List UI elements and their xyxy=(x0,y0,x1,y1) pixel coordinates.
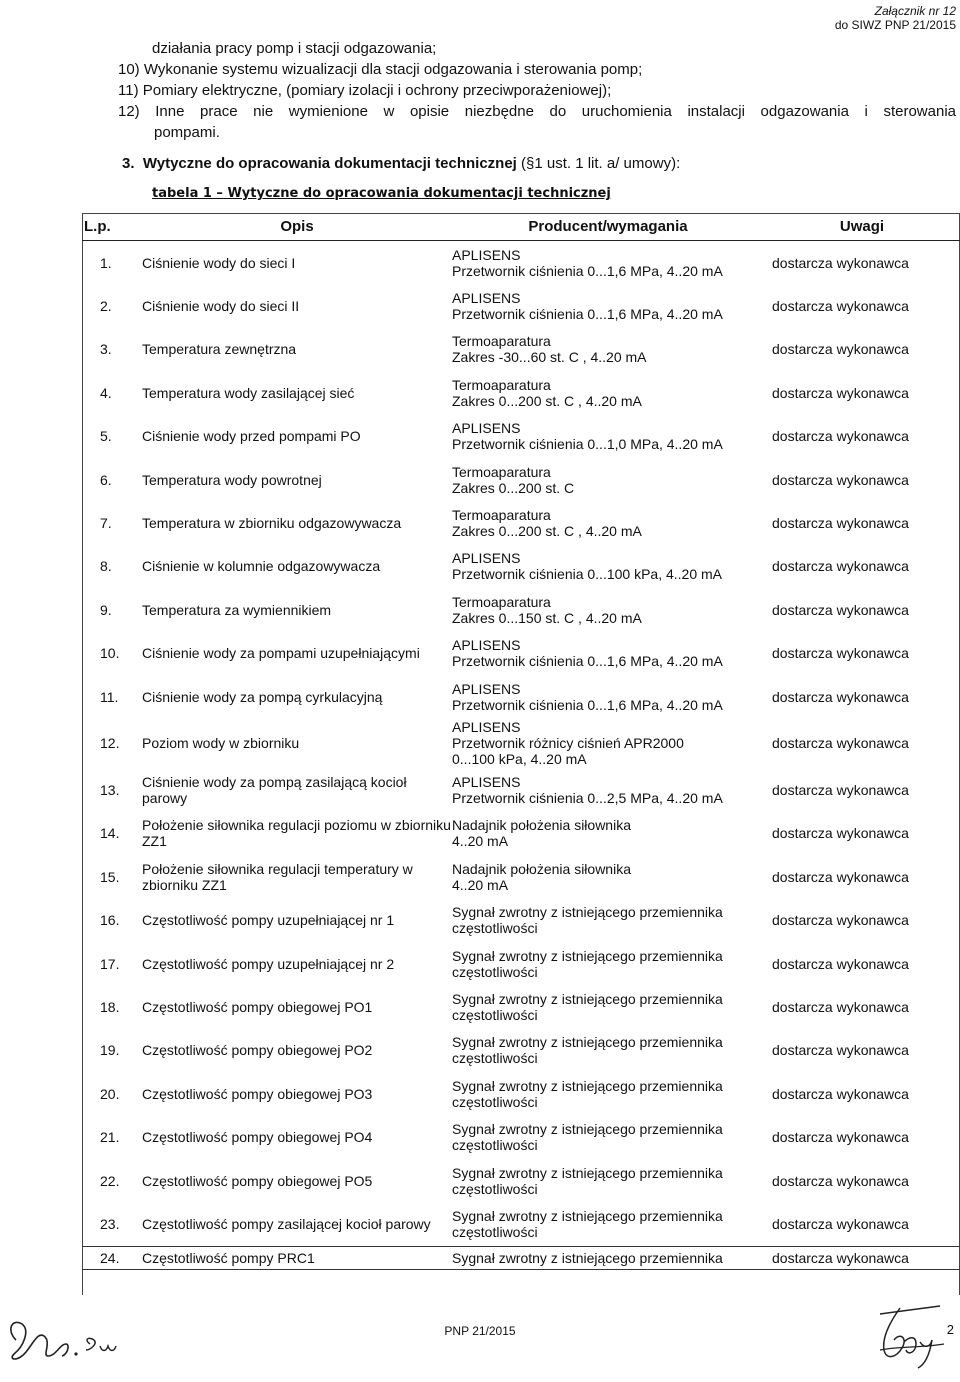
table-row xyxy=(82,588,960,631)
producent-line: częstotliwości xyxy=(452,1050,538,1067)
cell-uwagi: dostarcza wykonawca xyxy=(772,955,909,972)
spec-table xyxy=(82,213,960,1270)
cell-opis: Częstotliwość pompy obiegowej PO5 xyxy=(142,1172,373,1189)
cell-opis: Częstotliwość pompy obiegowej PO3 xyxy=(142,1085,373,1102)
producent-line: Przetwornik ciśnienia 0...100 kPa, 4..20 mA xyxy=(452,566,723,583)
cell-uwagi: dostarcza wykonawca xyxy=(772,1215,909,1232)
header-opis: Opis xyxy=(142,214,452,241)
cell-uwagi: dostarcza wykonawca xyxy=(772,781,909,798)
producent-line: APLISENS xyxy=(452,420,521,437)
cell-producent xyxy=(452,1072,764,1115)
cell-producent xyxy=(452,1246,764,1269)
cell-lp: 17. xyxy=(100,955,120,972)
cell-producent xyxy=(452,1202,764,1246)
section-number: 3. xyxy=(122,155,135,172)
cell-producent xyxy=(452,588,764,631)
producent-line: Sygnał zwrotny z istniejącego przemiennika xyxy=(452,1207,723,1224)
cell-uwagi: dostarcza wykonawca xyxy=(772,998,909,1015)
cell-opis: Częstotliwość pompy obiegowej PO1 xyxy=(142,998,373,1015)
cell-opis: Ciśnienie wody do sieci I xyxy=(142,254,296,271)
cell-producent xyxy=(452,942,764,985)
cell-lp: 7. xyxy=(100,515,112,532)
producent-line: 0...100 kPa, 4..20 mA xyxy=(452,751,587,768)
cell-lp: 22. xyxy=(100,1172,120,1189)
cell-lp: 18. xyxy=(100,998,120,1015)
cell-opis: Ciśnienie wody do sieci II xyxy=(142,298,300,315)
cell-lp: 9. xyxy=(100,601,112,618)
cell-uwagi: dostarcza wykonawca xyxy=(772,868,909,885)
producent-line: Sygnał zwrotny z istniejącego przemiennika xyxy=(452,1077,723,1094)
table-row xyxy=(82,1159,960,1202)
producent-line: częstotliwości xyxy=(452,1137,538,1154)
producent-line: częstotliwości xyxy=(452,1223,538,1240)
cell-producent xyxy=(452,458,764,501)
cell-lp: 23. xyxy=(100,1215,120,1232)
cell-uwagi: dostarcza wykonawca xyxy=(772,515,909,532)
cell-opis: Położenie siłownika regulacji poziomu w zbiorniku ZZ1 xyxy=(142,817,451,850)
cell-lp: 4. xyxy=(100,384,112,401)
cell-opis: Temperatura zewnętrzna xyxy=(142,341,297,358)
cell-uwagi: dostarcza wykonawca xyxy=(772,735,909,752)
cell-opis: Częstotliwość pompy uzupełniającej nr 1 xyxy=(142,912,395,929)
cell-producent xyxy=(452,328,764,371)
attachment-number: Załącznik nr 12 xyxy=(874,4,956,18)
cell-opis: Ciśnienie w kolumnie odgazowywacza xyxy=(142,558,381,575)
cell-producent xyxy=(452,1029,764,1072)
producent-line: Sygnał zwrotny z istniejącego przemiennika xyxy=(452,1034,723,1051)
cell-producent xyxy=(452,768,764,811)
table-row xyxy=(82,241,960,285)
cell-lp: 8. xyxy=(100,558,112,575)
intro-line: 11) Pomiary elektryczne, (pomiary izolacji i ochrony przeciwporażeniowej); xyxy=(118,82,612,99)
producent-line: Termoaparatura xyxy=(452,463,551,480)
cell-producent xyxy=(452,284,764,327)
producent-line: Zakres 0...200 st. C xyxy=(452,479,575,496)
handwritten-signature-right xyxy=(860,1302,950,1372)
producent-line: Nadajnik położenia siłownika xyxy=(452,817,631,834)
cell-producent xyxy=(452,1115,764,1158)
cell-uwagi: dostarcza wykonawca xyxy=(764,1246,960,1269)
table-row xyxy=(82,1246,960,1269)
producent-line: Przetwornik ciśnienia 0...1,6 MPa, 4..20 mA xyxy=(452,262,723,279)
cell-lp: 10. xyxy=(100,645,120,662)
cell-lp: 5. xyxy=(100,428,112,445)
attachment-header xyxy=(835,4,956,32)
cell-uwagi: dostarcza wykonawca xyxy=(772,254,909,271)
producent-line: częstotliwości xyxy=(452,963,538,980)
cell-uwagi: dostarcza wykonawca xyxy=(772,1042,909,1059)
handwritten-initials-left xyxy=(4,1310,144,1370)
cell-opis: Częstotliwość pompy obiegowej PO2 xyxy=(142,1042,373,1059)
table-row xyxy=(82,1202,960,1246)
producent-line: Nadajnik położenia siłownika xyxy=(452,860,631,877)
cell-lp: 13. xyxy=(100,781,120,798)
cell-opis: Temperatura wody zasilającej sieć xyxy=(142,384,355,401)
cell-uwagi: dostarcza wykonawca xyxy=(772,298,909,315)
cell-producent xyxy=(452,545,764,588)
cell-opis: Ciśnienie wody za pompą zasilającą kocioł parowy xyxy=(142,773,407,806)
cell-producent xyxy=(452,241,764,285)
producent-line: Termoaparatura xyxy=(452,333,551,350)
producent-line: APLISENS xyxy=(452,719,521,736)
cell-uwagi: dostarcza wykonawca xyxy=(772,1129,909,1146)
cell-opis: Ciśnienie wody za pompami uzupełniającymi xyxy=(142,645,420,662)
producent-line: Przetwornik różnicy ciśnień APR2000 xyxy=(452,735,684,752)
cell-opis: Częstotliwość pompy zasilającej kocioł parowy xyxy=(142,1215,431,1232)
table-row xyxy=(82,328,960,371)
table-row xyxy=(82,632,960,675)
cell-uwagi: dostarcza wykonawca xyxy=(772,428,909,445)
producent-line: Przetwornik ciśnienia 0...1,6 MPa, 4..20 mA xyxy=(452,306,723,323)
producent-line: Zakres 0...200 st. C , 4..20 mA xyxy=(452,392,642,409)
table-header-row xyxy=(82,214,960,241)
cell-lp: 1. xyxy=(100,254,112,271)
cell-producent xyxy=(452,855,764,898)
producent-line: Przetwornik ciśnienia 0...2,5 MPa, 4..20 mA xyxy=(452,789,723,806)
cell-opis: Częstotliwość pompy PRC1 xyxy=(142,1246,452,1269)
cell-producent xyxy=(452,985,764,1028)
producent-line: APLISENS xyxy=(452,290,521,307)
producent-line: częstotliwości xyxy=(452,1180,538,1197)
cell-lp: 24. xyxy=(82,1246,142,1269)
intro-list xyxy=(118,38,956,143)
table-row xyxy=(82,942,960,985)
section-title-rest: (§1 ust. 1 lit. a/ umowy): xyxy=(516,155,681,172)
cell-producent xyxy=(452,1159,764,1202)
page-number: 2 xyxy=(946,1322,954,1337)
footer-reference: PNP 21/2015 xyxy=(444,1324,516,1338)
table-row xyxy=(82,812,960,855)
cell-producent xyxy=(452,675,764,718)
cell-lp: 11. xyxy=(100,688,119,705)
cell-producent xyxy=(452,718,764,768)
intro-line: 10) Wykonanie systemu wizualizacji dla stacji odgazowania i sterowania pomp; xyxy=(118,61,643,78)
producent-line: Zakres -30...60 st. C , 4..20 mA xyxy=(452,349,647,366)
cell-opis: Położenie siłownika regulacji temperatury w zbiorniku ZZ1 xyxy=(142,860,413,893)
cell-uwagi: dostarcza wykonawca xyxy=(772,1172,909,1189)
producent-line: częstotliwości xyxy=(452,1093,538,1110)
producent-line: Przetwornik ciśnienia 0...1,0 MPa, 4..20 mA xyxy=(452,436,723,453)
producent-line: Termoaparatura xyxy=(452,507,551,524)
cell-opis: Ciśnienie wody za pompą cyrkulacyjną xyxy=(142,688,383,705)
cell-lp: 2. xyxy=(100,298,112,315)
cell-lp: 6. xyxy=(100,471,112,488)
cell-lp: 21. xyxy=(100,1129,120,1146)
cell-uwagi: dostarcza wykonawca xyxy=(772,688,909,705)
cell-lp: 14. xyxy=(100,825,120,842)
producent-line: Przetwornik ciśnienia 0...1,6 MPa, 4..20 mA xyxy=(452,696,723,713)
cell-lp: 20. xyxy=(100,1085,120,1102)
cell-lp: 12. xyxy=(100,735,120,752)
table-row xyxy=(82,898,960,941)
producent-line: Sygnał zwrotny z istniejącego przemiennika xyxy=(452,990,723,1007)
cell-opis: Temperatura za wymiennikiem xyxy=(142,601,332,618)
producent-line: Sygnał zwrotny z istniejącego przemiennika xyxy=(452,947,723,964)
table-row xyxy=(82,415,960,458)
table-row xyxy=(82,371,960,414)
cell-uwagi: dostarcza wykonawca xyxy=(772,384,909,401)
cell-opis: Poziom wody w zbiorniku xyxy=(142,735,300,752)
table-row xyxy=(82,1072,960,1115)
cell-opis: Częstotliwość pompy uzupełniającej nr 2 xyxy=(142,955,395,972)
table-row xyxy=(82,284,960,327)
cell-uwagi: dostarcza wykonawca xyxy=(772,912,909,929)
table-row xyxy=(82,985,960,1028)
attachment-reference: do SIWZ PNP 21/2015 xyxy=(834,18,956,32)
producent-line: APLISENS xyxy=(452,637,521,654)
cell-opis: Ciśnienie wody przed pompami PO xyxy=(142,428,361,445)
producent-line: Termoaparatura xyxy=(452,593,551,610)
producent-line: 4..20 mA xyxy=(452,876,509,893)
table-row xyxy=(82,1029,960,1072)
cell-opis: Temperatura w zbiorniku odgazowywacza xyxy=(142,515,402,532)
cell-lp: 3. xyxy=(100,341,112,358)
producent-line: 4..20 mA xyxy=(452,833,509,850)
cell-producent xyxy=(452,898,764,941)
cell-opis: Częstotliwość pompy obiegowej PO4 xyxy=(142,1129,373,1146)
producent-line: częstotliwości xyxy=(452,920,538,937)
producent-line: Sygnał zwrotny z istniejącego przemiennika xyxy=(452,1121,723,1138)
cell-producent xyxy=(452,812,764,855)
header-lp: L.p. xyxy=(82,214,142,241)
table-row xyxy=(82,718,960,768)
producent-line: Przetwornik ciśnienia 0...1,6 MPa, 4..20 mA xyxy=(452,653,723,670)
table-row xyxy=(82,675,960,718)
cell-lp: 16. xyxy=(100,912,120,929)
section-heading xyxy=(122,154,680,174)
producent-line: APLISENS xyxy=(452,680,521,697)
producent-line: częstotliwości xyxy=(452,1006,538,1023)
cell-uwagi: dostarcza wykonawca xyxy=(772,471,909,488)
producent-line: Sygnał zwrotny z istniejącego przemiennika xyxy=(452,904,723,921)
producent-line: APLISENS xyxy=(452,773,521,790)
producent-line: Termoaparatura xyxy=(452,376,551,393)
intro-line: pompami. xyxy=(154,124,220,141)
cell-lp: 15. xyxy=(100,868,120,885)
intro-line: działania pracy pomp i stacji odgazowania; xyxy=(152,40,437,57)
cell-uwagi: dostarcza wykonawca xyxy=(772,341,909,358)
cell-uwagi: dostarcza wykonawca xyxy=(772,601,909,618)
producent-line: Sygnał zwrotny z istniejącego przemiennika xyxy=(452,1164,723,1181)
table-row xyxy=(82,458,960,501)
cell-producent xyxy=(452,632,764,675)
producent-line: APLISENS xyxy=(452,246,521,263)
producent-line: Sygnał zwrotny z istniejącego przemiennika xyxy=(452,1249,723,1266)
header-producent: Producent/wymagania xyxy=(452,214,764,241)
cell-uwagi: dostarcza wykonawca xyxy=(772,645,909,662)
table-row xyxy=(82,855,960,898)
producent-line: Zakres 0...150 st. C , 4..20 mA xyxy=(452,609,642,626)
cell-producent xyxy=(452,415,764,458)
cell-producent xyxy=(452,371,764,414)
cell-lp: 19. xyxy=(100,1042,120,1059)
table-row xyxy=(82,545,960,588)
cell-producent xyxy=(452,501,764,544)
table-row xyxy=(82,768,960,811)
table-row xyxy=(82,501,960,544)
cell-uwagi: dostarcza wykonawca xyxy=(772,558,909,575)
cell-opis: Temperatura wody powrotnej xyxy=(142,471,322,488)
intro-line: 12) Inne prace nie wymienione w opisie niezbędne do uruchomienia instalacji odgazowania i sterowania xyxy=(118,103,956,120)
cell-uwagi: dostarcza wykonawca xyxy=(772,1085,909,1102)
producent-line: Zakres 0...200 st. C , 4..20 mA xyxy=(452,523,642,540)
producent-line: APLISENS xyxy=(452,550,521,567)
header-uwagi: Uwagi xyxy=(764,214,960,241)
section-title: Wytyczne do opracowania dokumentacji technicznej xyxy=(142,155,517,172)
cell-uwagi: dostarcza wykonawca xyxy=(772,825,909,842)
table-row xyxy=(82,1115,960,1158)
table-title: tabela 1 – Wytyczne do opracowania dokumentacji technicznej xyxy=(152,186,611,201)
